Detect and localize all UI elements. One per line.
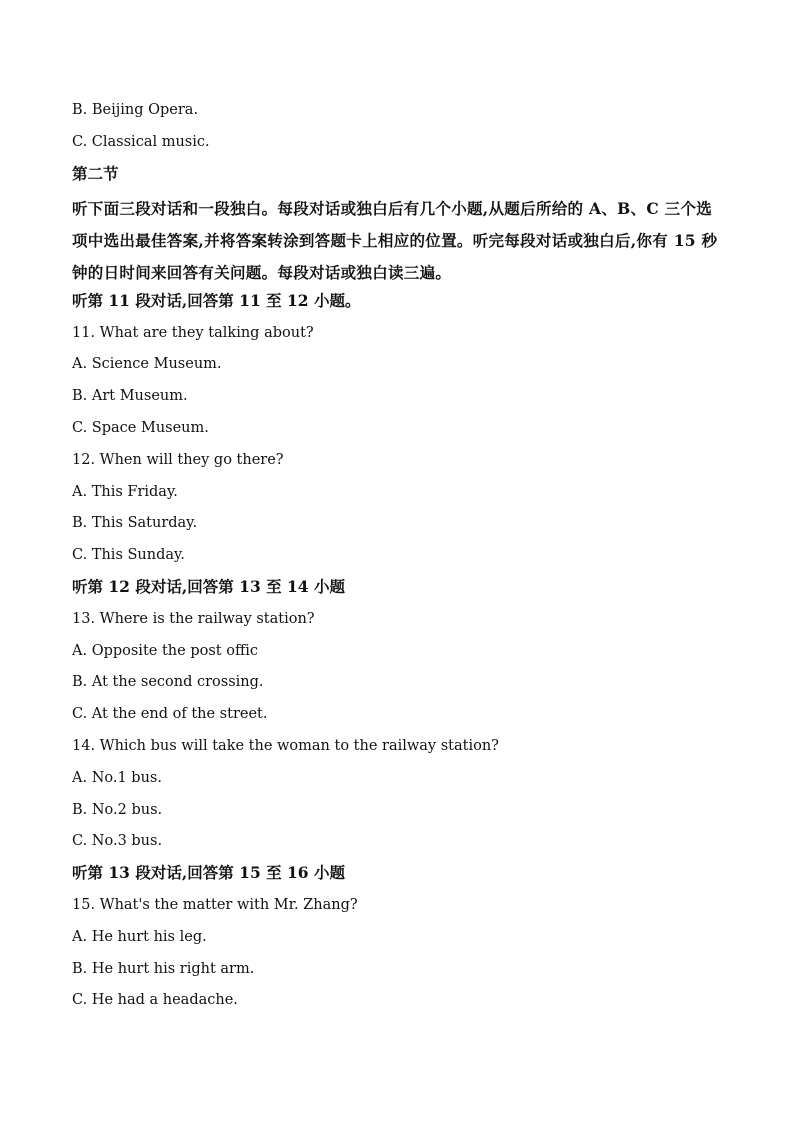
group-heading: 听第 12 段对话,回答第 13 至 14 小题 (72, 576, 345, 596)
option-line: A. Opposite the post offic (72, 642, 259, 659)
option-line: B. At the second crossing. (72, 674, 264, 691)
question-line: 15. What's the matter with Mr. Zhang? (72, 896, 358, 913)
option-line: C. This Sunday. (72, 547, 185, 564)
option-line: A. He hurt his leg. (72, 928, 207, 945)
question-line: 11. What are they talking about? (72, 324, 314, 341)
option-line: B. No.2 bus. (72, 801, 163, 818)
group-heading: 听第 13 段对话,回答第 15 至 16 小题 (72, 863, 345, 883)
option-line: C. Space Museum. (72, 419, 209, 436)
option-line: B. This Saturday. (72, 515, 198, 532)
question-line: 14. Which bus will take the woman to the railway station? (72, 737, 499, 754)
document-page (72, 98, 732, 1020)
option-line: A. This Friday. (72, 483, 178, 500)
section-heading: 第二节 (72, 163, 119, 183)
question-line: 13. Where is the railway station? (72, 610, 315, 627)
instructions-paragraph (72, 193, 732, 288)
option-line: B. Beijing Opera. (72, 102, 199, 118)
question-line: 12. When will they go there? (72, 451, 284, 468)
option-line: C. No.3 bus. (72, 833, 163, 850)
instructions-line: 听下面三段对话和一段独白。每段对话或独白后有几个小题,从题后所给的 A、B、C 三个选 (72, 199, 713, 219)
option-line: C. Classical music. (72, 133, 210, 150)
instructions-line: 钟的日时间来回答有关问题。每段对话或独白读三遍。 (72, 262, 452, 282)
group-heading: 听第 11 段对话,回答第 11 至 12 小题。 (72, 290, 361, 310)
option-line: A. Science Museum. (72, 356, 222, 373)
option-line: B. Art Museum. (72, 388, 188, 405)
option-line: C. At the end of the street. (72, 706, 268, 723)
option-line: B. He hurt his right arm. (72, 960, 255, 977)
instructions-line: 项中选出最佳答案,并将答案转涂到答题卡上相应的位置。听完每段对话或独白后,你有 15 秒 (72, 231, 718, 251)
option-line: C. He had a headache. (72, 992, 238, 1009)
option-line: A. No.1 bus. (72, 769, 162, 786)
